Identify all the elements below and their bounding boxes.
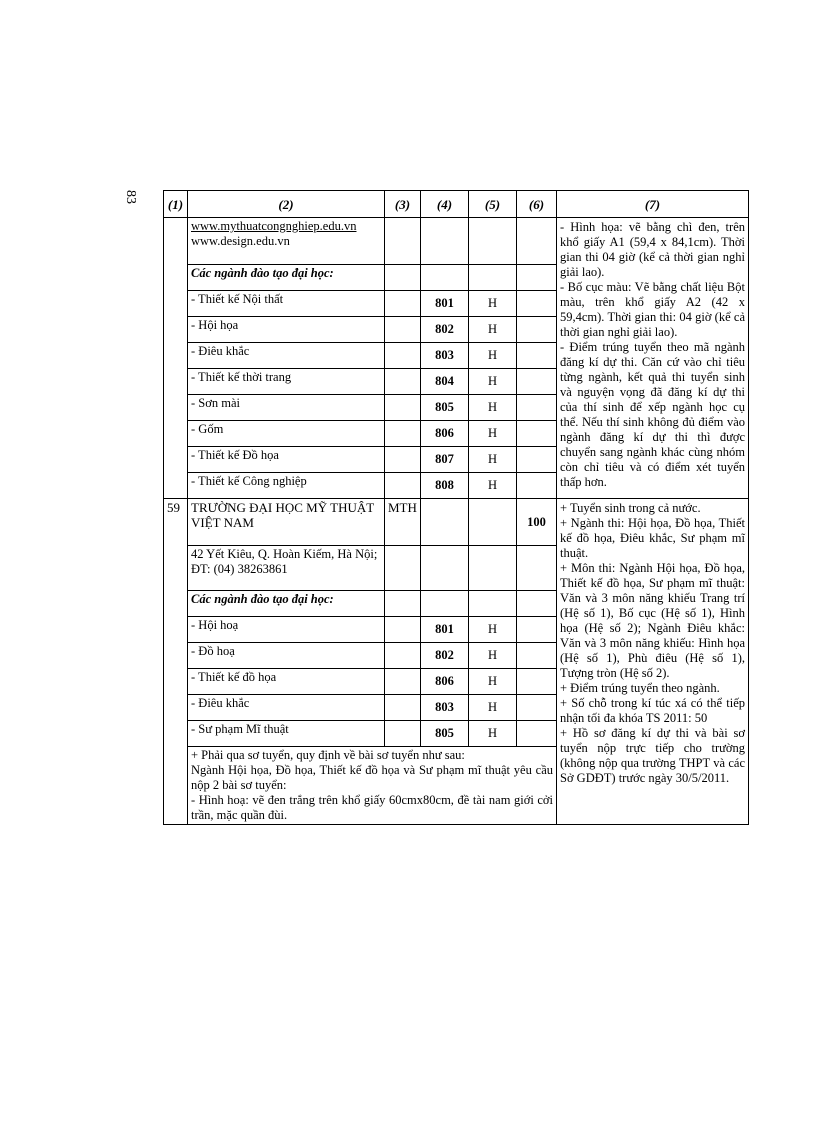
program-block: H xyxy=(469,669,517,695)
program-code: 801 xyxy=(421,291,469,317)
quota: 100 xyxy=(517,499,557,546)
header-col-3: (3) xyxy=(385,191,421,218)
header-col-2: (2) xyxy=(188,191,385,218)
program-code: 805 xyxy=(421,721,469,747)
header-row xyxy=(164,191,749,218)
program-block: H xyxy=(469,343,517,369)
header-col-6: (6) xyxy=(517,191,557,218)
program-name: - Hội hoạ xyxy=(188,617,385,643)
program-block: H xyxy=(469,473,517,499)
website-link[interactable]: www.mythuatcongnghiep.edu.vn xyxy=(191,219,357,233)
note-text: + Môn thi: Ngành Hội họa, Đồ họa, Thiết kế đồ họa, Sư phạm mĩ thuật: Văn và 3 môn năng khiếu Trang trí (Hệ số 1), Bố cục (Hệ số 1), Hình họa (Hệ số 2); Ngành Điêu khắc: Văn và 3 môn năng khiếu: Hình họa (Hệ số 1), Phù điêu (Hệ số 1), Tượng tròn (Hệ số 2). xyxy=(560,561,745,680)
page-number: 83 xyxy=(123,190,138,204)
programs-title: Các ngành đào tạo đại học: xyxy=(188,591,385,617)
websites-cell xyxy=(188,218,385,265)
program-code: 803 xyxy=(421,343,469,369)
program-code: 808 xyxy=(421,473,469,499)
programs-title: Các ngành đào tạo đại học: xyxy=(188,265,385,291)
note-text: - Điểm trúng tuyển theo mã ngành đăng kí dự thi. Căn cứ vào chỉ tiêu từng ngành, kết quả thi tuyển sinh và nguyện vọng đã đăng kí dự thi của thí sinh để xếp ngành học cụ thể. Nếu thí sinh không đủ điểm vào ngành đăng kí dự thi thì được chuyển sang ngành khác cùng nhóm còn chỉ tiêu và có điểm xét tuyển thấp hơn. xyxy=(560,340,745,489)
program-code: 804 xyxy=(421,369,469,395)
program-code: 802 xyxy=(421,317,469,343)
school-name: TRƯỜNG ĐẠI HỌC MỸ THUẬT VIỆT NAM xyxy=(188,499,385,546)
table-row xyxy=(164,499,749,546)
program-name: - Thiết kế Nội thất xyxy=(188,291,385,317)
program-name: - Đồ hoạ xyxy=(188,643,385,669)
note-text: + Tuyển sinh trong cả nước. xyxy=(560,501,701,515)
program-block: H xyxy=(469,721,517,747)
program-code: 806 xyxy=(421,421,469,447)
table-row xyxy=(164,218,749,265)
header-col-4: (4) xyxy=(421,191,469,218)
program-block: H xyxy=(469,395,517,421)
footer-note: + Phải qua sơ tuyển, quy định về bài sơ tuyển như sau: xyxy=(191,748,465,762)
program-name: - Điêu khắc xyxy=(188,343,385,369)
program-name: - Gốm xyxy=(188,421,385,447)
header-col-1: (1) xyxy=(164,191,188,218)
note-text: - Hình họa: vẽ bằng chì đen, trên khổ giấy A1 (59,4 x 84,1cm). Thời gian thi 04 giờ (kể cả thời gian nghỉ giải lao). xyxy=(560,220,745,279)
phone: ĐT: (04) 38263861 xyxy=(191,562,288,576)
program-name: - Sơn mài xyxy=(188,395,385,421)
footer-note: Ngành Hội họa, Đồ họa, Thiết kế đồ họa và Sư phạm mĩ thuật yêu cầu nộp 2 bài sơ tuyển: xyxy=(191,763,553,792)
note-text: + Số chỗ trong kí túc xá có thể tiếp nhận tối đa khóa TS 2011: 50 xyxy=(560,696,745,725)
program-name: - Thiết kế thời trang xyxy=(188,369,385,395)
note-text: + Hồ sơ đăng kí dự thi và bài sơ tuyển nộp trực tiếp cho trường (không nộp qua trường THPT và các Sở GDĐT) trước ngày 30/5/2011. xyxy=(560,726,745,785)
program-name: - Thiết kế Đồ họa xyxy=(188,447,385,473)
program-block: H xyxy=(469,369,517,395)
notes-cell xyxy=(557,218,749,499)
note-text: + Điểm trúng tuyển theo ngành. xyxy=(560,681,720,695)
note-text: - Bố cục màu: Vẽ bằng chất liệu Bột màu, trên khổ giấy A2 (42 x 59,4cm). Thời gian thi: 04 giờ (kể cả thời gian nghỉ giải lao). xyxy=(560,280,745,339)
footer-note: - Hình hoạ: vẽ đen trắng trên khổ giấy 60cmx80cm, đề tài nam giới cởi trần, mặc quần đùi. xyxy=(191,793,553,822)
program-block: H xyxy=(469,617,517,643)
header-col-5: (5) xyxy=(469,191,517,218)
program-code: 803 xyxy=(421,695,469,721)
note-text: + Ngành thi: Hội họa, Đồ họa, Thiết kế đồ họa, Điêu khắc, Sư phạm mĩ thuật. xyxy=(560,516,745,560)
row-number: 59 xyxy=(164,499,188,825)
program-code: 807 xyxy=(421,447,469,473)
header-col-7: (7) xyxy=(557,191,749,218)
program-name: - Hội họa xyxy=(188,317,385,343)
program-name: - Sư phạm Mĩ thuật xyxy=(188,721,385,747)
program-name: - Thiết kế đồ họa xyxy=(188,669,385,695)
program-code: 805 xyxy=(421,395,469,421)
program-name: - Điêu khắc xyxy=(188,695,385,721)
program-name: - Thiết kế Công nghiệp xyxy=(188,473,385,499)
program-code: 802 xyxy=(421,643,469,669)
admissions-table xyxy=(163,190,749,825)
school-code: MTH xyxy=(385,499,421,546)
program-block: H xyxy=(469,421,517,447)
footer-note-cell xyxy=(188,747,557,825)
notes-cell xyxy=(557,499,749,825)
program-block: H xyxy=(469,317,517,343)
address: 42 Yết Kiêu, Q. Hoàn Kiếm, Hà Nội; xyxy=(191,547,378,561)
program-block: H xyxy=(469,643,517,669)
program-code: 801 xyxy=(421,617,469,643)
website-link[interactable]: www.design.edu.vn xyxy=(191,234,290,248)
program-block: H xyxy=(469,291,517,317)
address-cell xyxy=(188,546,385,591)
program-block: H xyxy=(469,447,517,473)
program-block: H xyxy=(469,695,517,721)
program-code: 806 xyxy=(421,669,469,695)
